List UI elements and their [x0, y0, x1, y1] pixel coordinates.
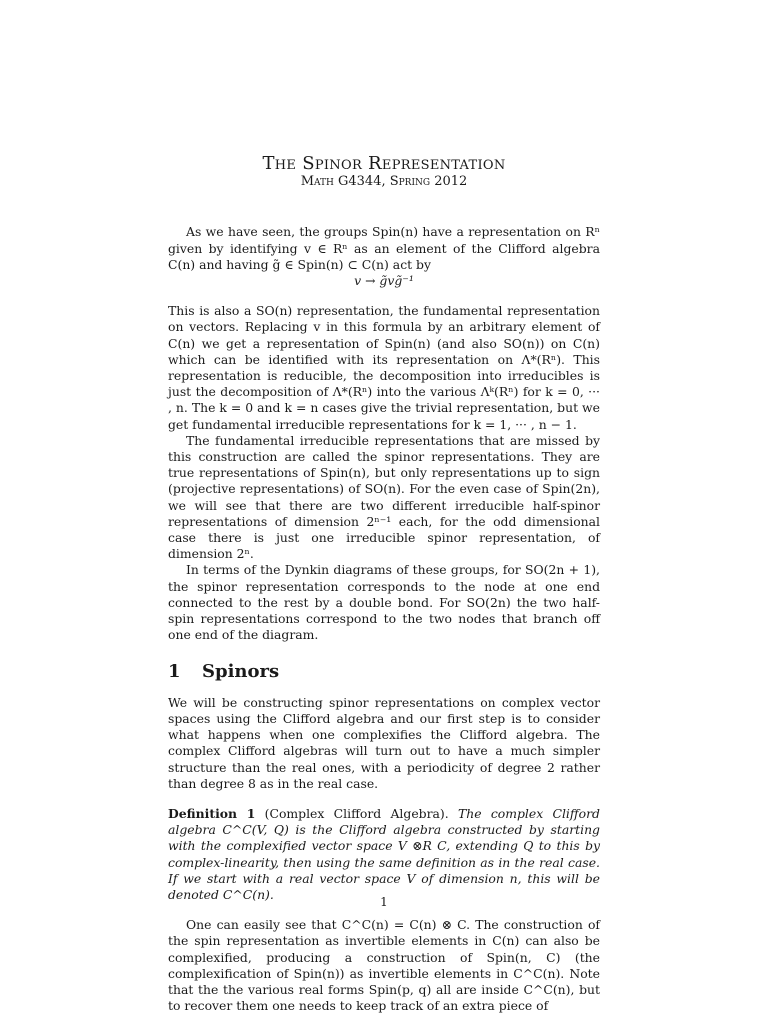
equation-conjugation: v → g̃vg̃⁻¹ [354, 273, 414, 289]
definition-body: The complex Clifford algebra C^C(V, Q) is the Clifford algebra constructed by starting with the complexified vector space V ⊗R C, extending Q to this by complex-linearity, then using the same definition as in the real case. If we start with a real vector space V of dimension n, this will be denoted C^C(n). [168, 805, 600, 902]
definition-label: Definition 1 [168, 805, 256, 821]
document-page [168, 150, 600, 1014]
section-paragraph-1: We will be constructing spinor representations on complex vector spaces using the Clifford algebra and our first step is to consider what happens when one complexifies the Clifford algebra. The complex Clifford algebras will turn out to have a much simpler structure than the real ones, with a periodicity of degree 2 rather than degree 8 as in the real case. [168, 694, 600, 791]
page-number: 1 [380, 895, 388, 909]
definition-name: (Complex Clifford Algebra). [264, 805, 449, 821]
paper-title: The Spinor Representation [262, 153, 506, 174]
intro-paragraph-3: The fundamental irreducible representations that are missed by this construction are called the spinor representations. They are true representations of Spin(n), but only representations up to sign (projective representations) of SO(n). For the even case of Spin(2n), we will see that there are two different irreducible half-spinor representations of dimension 2ⁿ⁻¹ each, for the odd dimensional case there is just one irreducible spinor representation, of dimension 2ⁿ. [168, 432, 600, 562]
intro-paragraph-1: As we have seen, the groups Spin(n) have a representation on Rⁿ given by identifying v ∈ Rⁿ as an element of the Clifford algebra C(n) and having g̃ ∈ Spin(n) ⊂ C(n) act by [168, 224, 600, 272]
section-title: Spinors [202, 661, 280, 683]
section-paragraph-2: One can easily see that C^C(n) = C(n) ⊗ C. The construction of the spin representation as invertible elements in C(n) can also be complexified, producing a construction of Spin(n, C) (the complexification of Spin(n)) as invertible elements in C^C(n). Note that the the various real forms Spin(p, q) all are inside C^C(n), but to recover them one needs to keep track of an extra piece of [168, 917, 600, 1014]
paper-subtitle: Math G4344, Spring 2012 [300, 174, 468, 190]
section-heading [168, 661, 600, 683]
intro-paragraph-2: This is also a SO(n) representation, the fundamental representation on vectors. Replacing v in this formula by an arbitrary element of C(n) we get a representation of Spin(n) (and also SO(n)) on C(n) which can be identified with its representation on Λ*(Rⁿ). This representation is reducible, the decomposition into irreducibles is just the decomposition of Λ*(Rⁿ) into the various Λᵏ(Rⁿ) for k = 0, ··· , n. The k = 0 and k = n cases give the trivial representation, but we get fundamental irreducible representations for k = 1, ··· , n − 1. [168, 303, 600, 432]
section-number: 1 [168, 661, 181, 683]
definition-block [168, 806, 600, 903]
intro-paragraph-4: In terms of the Dynkin diagrams of these groups, for SO(2n + 1), the spinor representation corresponds to the node at one end connected to the rest by a double bond. For SO(2n) the two half-spin representations correspond to the two nodes that branch off one end of the diagram. [168, 562, 600, 643]
